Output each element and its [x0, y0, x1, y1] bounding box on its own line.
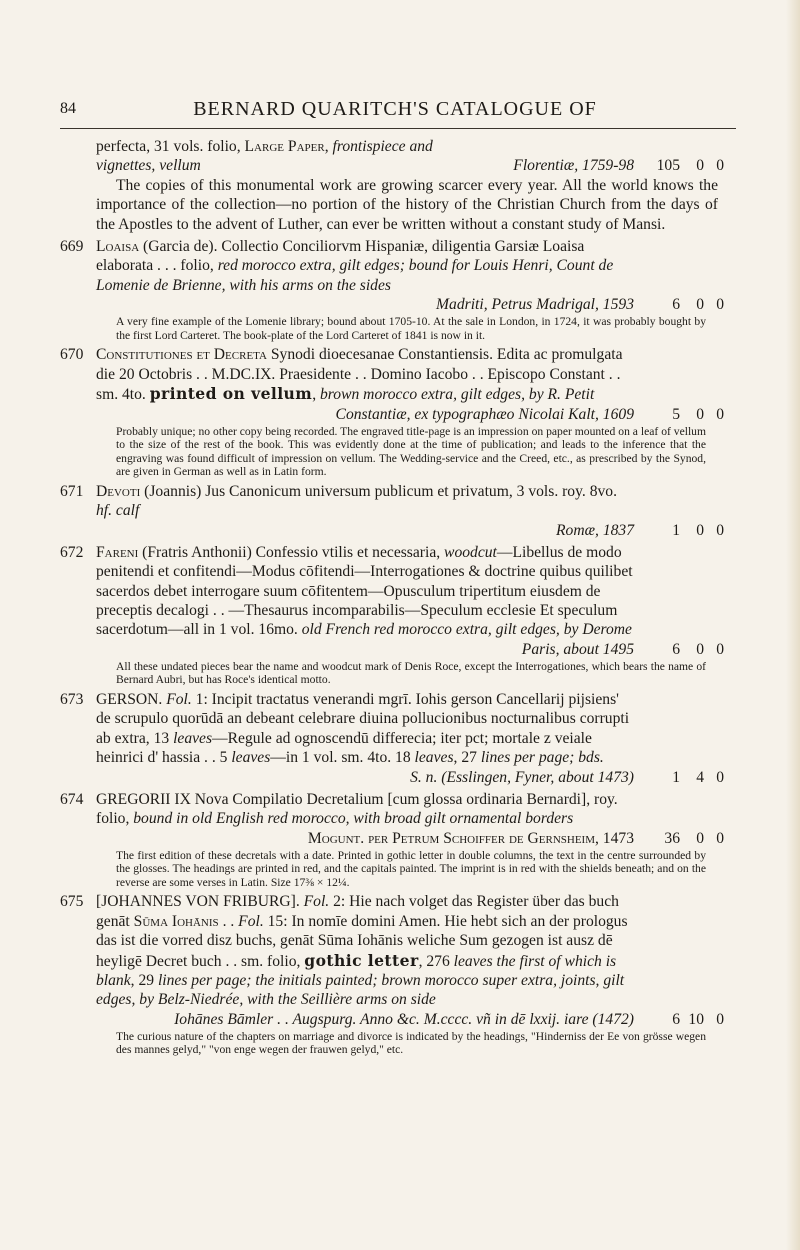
price-pounds: 6	[672, 296, 680, 314]
price-pounds: 1	[672, 521, 680, 539]
entry-note: The first edition of these decretals with a date. Printed in gothic letter in double columns, the text in the centre surrounded by the glosses. The headings are printed in red, and the capitals painted. The imprint is in red with the shields beneath; and on the reverse are some verses in Latin. Size 17⅜ × 12¼.	[116, 848, 706, 889]
entry-imprint: Iohānes Bāmler . . Augspurg. Anno &c. M.cccc. vñ in dē lxxij. iare (1472)	[174, 1010, 634, 1028]
entry-note: A very fine example of the Lomenie library; bound about 1705-10. At the sale in London, in 1724, it was probably bought by the first Lord Carteret. The book-plate of the Lord Carteret of 1841 is now in it.	[116, 315, 706, 342]
entry-number: 670	[60, 346, 84, 364]
entry-title: [JOHANNES VON FRIBURG]. Fol. 2: Hie nach volget das Register über das buch genāt Sūma Iohānis . . Fol. 15: In nomīe domini Amen. Hie hebt sich an der prologus das ist die vorred disz buchs, genāt Sūma Iohānis weliche Sum gezogen ist ausz dē heyligē Decret buch . . sm. folio, gothic letter, 276 leaves the first of which is blank, 29 lines per page; the initials painted; brown morocco super extra, joints, gilt edges, by Belz-Niedrée, with the Seillière arms on side	[96, 893, 628, 1009]
catalogue-entry	[60, 543, 726, 687]
price-shillings: 0	[696, 157, 704, 175]
entry-price	[636, 295, 726, 314]
catalogue-entry	[60, 345, 726, 479]
entry-price	[636, 829, 726, 848]
catalogue-entry	[60, 790, 726, 890]
entry-imprint: S. n. (Esslingen, Fyner, about 1473)	[410, 768, 634, 786]
price-pence: 0	[716, 640, 724, 658]
entry-imprint: Mogunt. per Petrum Schoiffer de Gernsheim, 1473	[307, 829, 634, 847]
entry-number: 672	[60, 543, 84, 561]
price-shillings: 0	[696, 296, 704, 314]
price-pounds: 5	[672, 405, 680, 423]
entry-title: Constitutiones et Decreta Synodi dioecesanae Constantiensis. Edita ac promulgata die 20 Octobris . . M.DC.IX. Praesidente . . Domino Iacobo . . Episcopo Constant . . sm. 4to. printed on vellum, brown morocco extra, gilt edges, by R. Petit	[96, 346, 623, 404]
price-shillings: 0	[696, 640, 704, 658]
price-pence: 0	[716, 157, 724, 175]
entry-imprint: Paris, about 1495	[521, 640, 634, 658]
price-shillings: 10	[688, 1010, 704, 1028]
price-pounds: 6	[672, 1010, 680, 1028]
entry-imprint: Florentiæ, 1759-98	[513, 157, 634, 175]
entry-imprint: Romæ, 1837	[556, 521, 634, 539]
entry-price	[636, 405, 726, 424]
price-shillings: 0	[696, 829, 704, 847]
catalogue-entry	[60, 892, 726, 1057]
price-shillings: 0	[696, 521, 704, 539]
price-pence: 0	[716, 296, 724, 314]
entry-note: Probably unique; no other copy being recorded. The engraved title-page is an impression on paper mounted on a leaf of vellum to the size of the rest of the book. This was evidently done at the time of publication; and leads to the inference that the engraving was found difficult of impression on vellum. The Wedding-service and the Creed, etc., as prescribed by the Synod, are given in German as well as in Latin form.	[116, 424, 706, 479]
price-pence: 0	[716, 1010, 724, 1028]
entry-price	[636, 156, 726, 175]
header-rule	[60, 128, 736, 129]
catalogue-entry	[60, 690, 726, 787]
entry-number: 673	[60, 691, 84, 709]
entry-number: 669	[60, 238, 84, 256]
entry-text-line: perfecta, 31 vols. folio, Large Paper, frontispiece and	[96, 138, 433, 155]
page-edge-shadow	[786, 0, 800, 1250]
running-title: BERNARD QUARITCH'S CATALOGUE OF	[193, 98, 597, 120]
entry-number: 674	[60, 790, 84, 808]
price-pounds: 105	[656, 157, 680, 175]
entry-title: GERSON. Fol. 1: Incipit tractatus venerandi mgrī. Iohis gerson Cancellarij pijsiens' de scrupulo quorūdā an debeant celebrare diuina pollucionibus nocturnalibus corrupti ab extra, 13 leaves—Regule ad ognoscendū differecia; iter pct; mortale z veiale heinrici d' hassia . . 5 leaves—in 1 vol. sm. 4to. 18 leaves, 27 lines per page; bds.	[96, 691, 630, 767]
entry-title: GREGORII IX Nova Compilatio Decretalium [cum glossa ordinaria Bernardi], roy. folio, bound in old English red morocco, with broad gilt ornamental borders	[96, 790, 618, 828]
entry-title: Loaisa (Garcia de). Collectio Conciliorvm Hispaniæ, diligentia Garsiæ Loaisa elaborata . . . folio, red morocco extra, gilt edges; bound for Louis Henri, Count de Lomenie de Brienne, with his arms on the sides	[96, 238, 614, 294]
entry-imprint: Madriti, Petrus Madrigal, 1593	[436, 296, 634, 314]
entry-price	[636, 640, 726, 659]
price-shillings: 0	[696, 405, 704, 423]
catalogue-entry	[60, 482, 726, 540]
entry-title: Devoti (Joannis) Jus Canonicum universum publicum et privatum, 3 vols. roy. 8vo. hf. calf	[96, 483, 617, 520]
price-pence: 0	[716, 829, 724, 847]
catalogue-entry	[60, 237, 726, 342]
price-shillings: 4	[696, 768, 704, 786]
entry-number: 675	[60, 893, 84, 911]
price-pounds: 36	[664, 829, 680, 847]
entry-price	[636, 1010, 726, 1029]
price-pence: 0	[716, 405, 724, 423]
entry-title: Fareni (Fratris Anthonii) Confessio vtilis et necessaria, woodcut—Libellus de modo penitendi et confitendi—Modus cōfitendi—Interrogationes & doctrine quibus quilibet sacerdos debet interrogare suum cōfitentem—Opusculum tripertitum eiusdem de preceptis decalogi . . —Thesaurus incomparabilis—Speculum ecclesie Et speculum sacerdotum—all in 1 vol. 16mo. old French red morocco extra, gilt edges, by Derome	[96, 543, 633, 639]
catalogue-entry	[60, 137, 726, 234]
entry-price	[636, 521, 726, 540]
entry-imprint-line: vignettes, vellum Florentiæ, 1759-98 105 0 0	[96, 157, 724, 175]
price-pounds: 1	[672, 768, 680, 786]
entry-price	[636, 768, 726, 787]
price-pence: 0	[716, 521, 724, 539]
catalogue-entries	[60, 137, 726, 1060]
running-header	[60, 98, 730, 124]
entry-description: The copies of this monumental work are growing scarcer every year. All the world knows the importance of the collection—no portion of the history of the Christian Church from the days of the Apostles to the advent of Luther, can ever be written without a constant study of Mansi.	[96, 176, 718, 233]
entry-note: The curious nature of the chapters on marriage and divorce is indicated by the headings, "Hinderniss der Ee von grösse wegen des mannes gelyd," "von enge wegen der frauwen gelyd," etc.	[116, 1029, 706, 1057]
page-number: 84	[60, 100, 76, 117]
price-pounds: 6	[672, 640, 680, 658]
entry-number: 671	[60, 483, 84, 501]
entry-imprint: Constantiæ, ex typographæo Nicolai Kalt, 1609	[335, 405, 634, 423]
entry-note: All these undated pieces bear the name and woodcut mark of Denis Roce, except the Interrogationes, which bears the name of Bernard Aubri, but has Roce's identical motto.	[116, 659, 706, 687]
price-pence: 0	[716, 768, 724, 786]
